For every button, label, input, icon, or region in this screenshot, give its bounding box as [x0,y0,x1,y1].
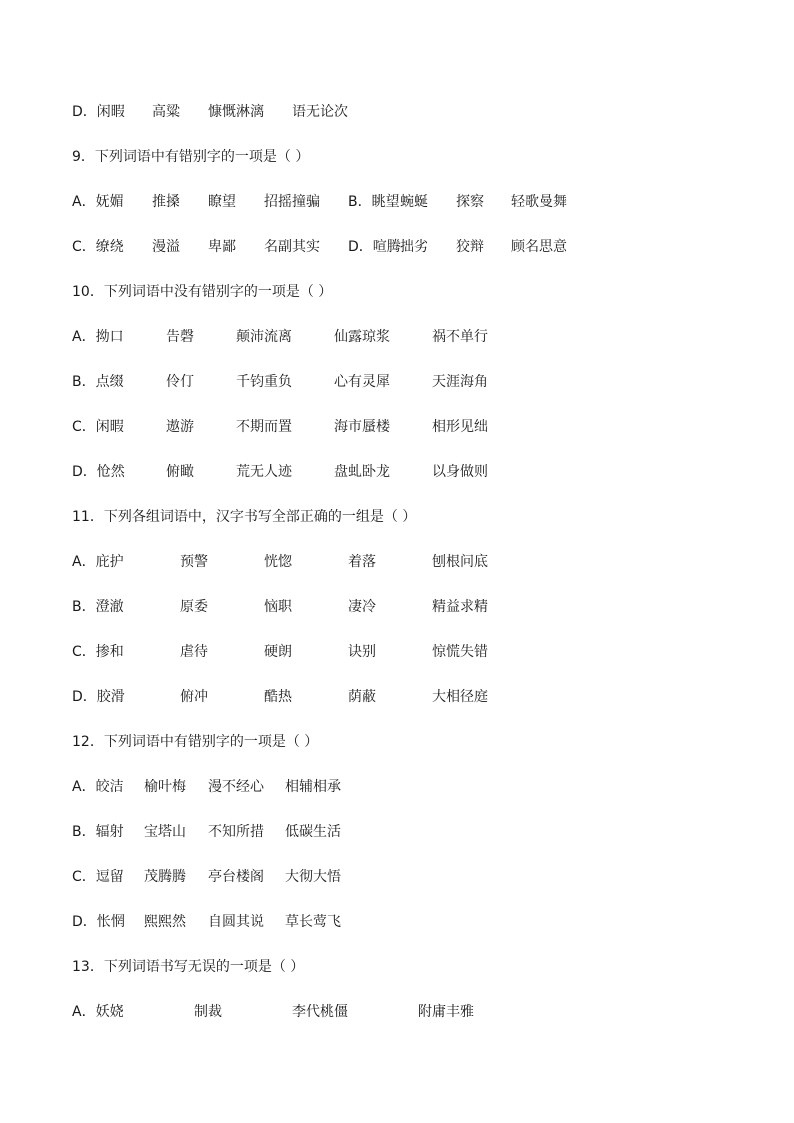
option-label-word: A．拗口 [72,329,124,345]
option-word: 恼职 [264,599,292,615]
option-word: 拙劣 [400,239,428,255]
option-label-word: C．闲暇 [72,419,124,435]
option-word: 预警 [180,554,208,570]
option-label-word: D．怅惘 [72,914,125,930]
option-word: 酷热 [264,689,292,705]
option-word: 大彻大悟 [285,869,341,885]
question-stem: 9．下列词语中有错别字的一项是（ ） [72,149,310,165]
option-word: 俯冲 [180,689,208,705]
option-word: 慷慨淋漓 [208,104,264,120]
question-stem: 12．下列词语中有错别字的一项是（ ） [72,734,319,750]
option-word: 榆叶梅 [144,779,186,795]
option-word: 荫蔽 [348,689,376,705]
option-word: 遨游 [166,419,194,435]
option-label-word: B．辐射 [72,824,124,840]
option-word: 虐待 [180,644,208,660]
option-label-word: A．妩媚 [72,194,124,210]
option-word: 探察 [456,194,484,210]
option-word: 荒无人迹 [236,464,292,480]
option-word: 心有灵犀 [334,374,390,390]
option-word: B．眺望 [348,194,400,210]
option-word: 仙露琼浆 [334,329,390,345]
option-word: 瞭望 [208,194,236,210]
option-word: 凄冷 [348,599,376,615]
option-label-word: A．庇护 [72,554,124,570]
option-label-word: C．缭绕 [72,239,124,255]
option-word: 宝塔山 [144,824,186,840]
option-word: 不知所措 [208,824,264,840]
option-word: 不期而置 [236,419,292,435]
option-word: 漫溢 [152,239,180,255]
option-word: 俯瞰 [166,464,194,480]
option-word: 颠沛流离 [236,329,292,345]
option-label-word: A．皎洁 [72,779,124,795]
option-word: 名副其实 [264,239,320,255]
option-word: 千钧重负 [236,374,292,390]
option-label-word: C．掺和 [72,644,124,660]
option-word: 亭台楼阁 [208,869,264,885]
option-word: 自圆其说 [208,914,264,930]
option-word: 狡辩 [456,239,484,255]
option-word: 精益求精 [432,599,488,615]
option-word: 语无论次 [292,104,348,120]
option-word: 草长莺飞 [285,914,341,930]
option-word: 恍惚 [264,554,292,570]
option-word: 蜿蜒 [400,194,428,210]
option-word: 天涯海角 [432,374,488,390]
option-word: 低碳生活 [285,824,341,840]
option-word: 制裁 [194,1004,222,1020]
option-word: 相辅相承 [285,779,341,795]
option-word: 刨根问底 [432,554,488,570]
option-word: 漫不经心 [208,779,264,795]
option-word: 诀别 [348,644,376,660]
option-word: 茂腾腾 [144,869,186,885]
option-word: 推搡 [152,194,180,210]
option-label-word: D．胶滑 [72,689,125,705]
option-word: 原委 [180,599,208,615]
option-label-word: B．点缀 [72,374,124,390]
option-word: 伶仃 [166,374,194,390]
option-word: 告磬 [166,329,194,345]
question-stem: 11．下列各组词语中，汉字书写全部正确的一组是（ ） [72,509,417,525]
option-word: 附庸丰雅 [418,1004,474,1020]
option-word: 惊慌失错 [432,644,488,660]
option-word: 熙熙然 [144,914,186,930]
option-word: 大相径庭 [432,689,488,705]
option-word: 以身做则 [432,464,488,480]
option-word: 轻歌曼舞 [511,194,567,210]
option-word: 盘虬卧龙 [334,464,390,480]
option-word: 硬朗 [264,644,292,660]
option-word: 海市蜃楼 [334,419,390,435]
option-word: 招摇撞骗 [264,194,320,210]
option-label-word: C．逗留 [72,869,124,885]
option-word: 着落 [348,554,376,570]
option-label-word: A．妖娆 [72,1004,124,1020]
option-word: D．喧腾 [348,239,401,255]
question-stem: 10．下列词语中没有错别字的一项是（ ） [72,284,333,300]
question-stem: 13．下列词语书写无误的一项是（ ） [72,959,305,975]
option-word: 高粱 [152,104,180,120]
option-label-word: B．澄澈 [72,599,124,615]
option-label-word: D．怆然 [72,464,125,480]
option-label-word: D．闲暇 [72,104,125,120]
option-word: 祸不单行 [432,329,488,345]
option-word: 相形见绌 [432,419,488,435]
option-word: 李代桃僵 [292,1004,348,1020]
option-word: 顾名思意 [511,239,567,255]
option-word: 卑鄙 [208,239,236,255]
